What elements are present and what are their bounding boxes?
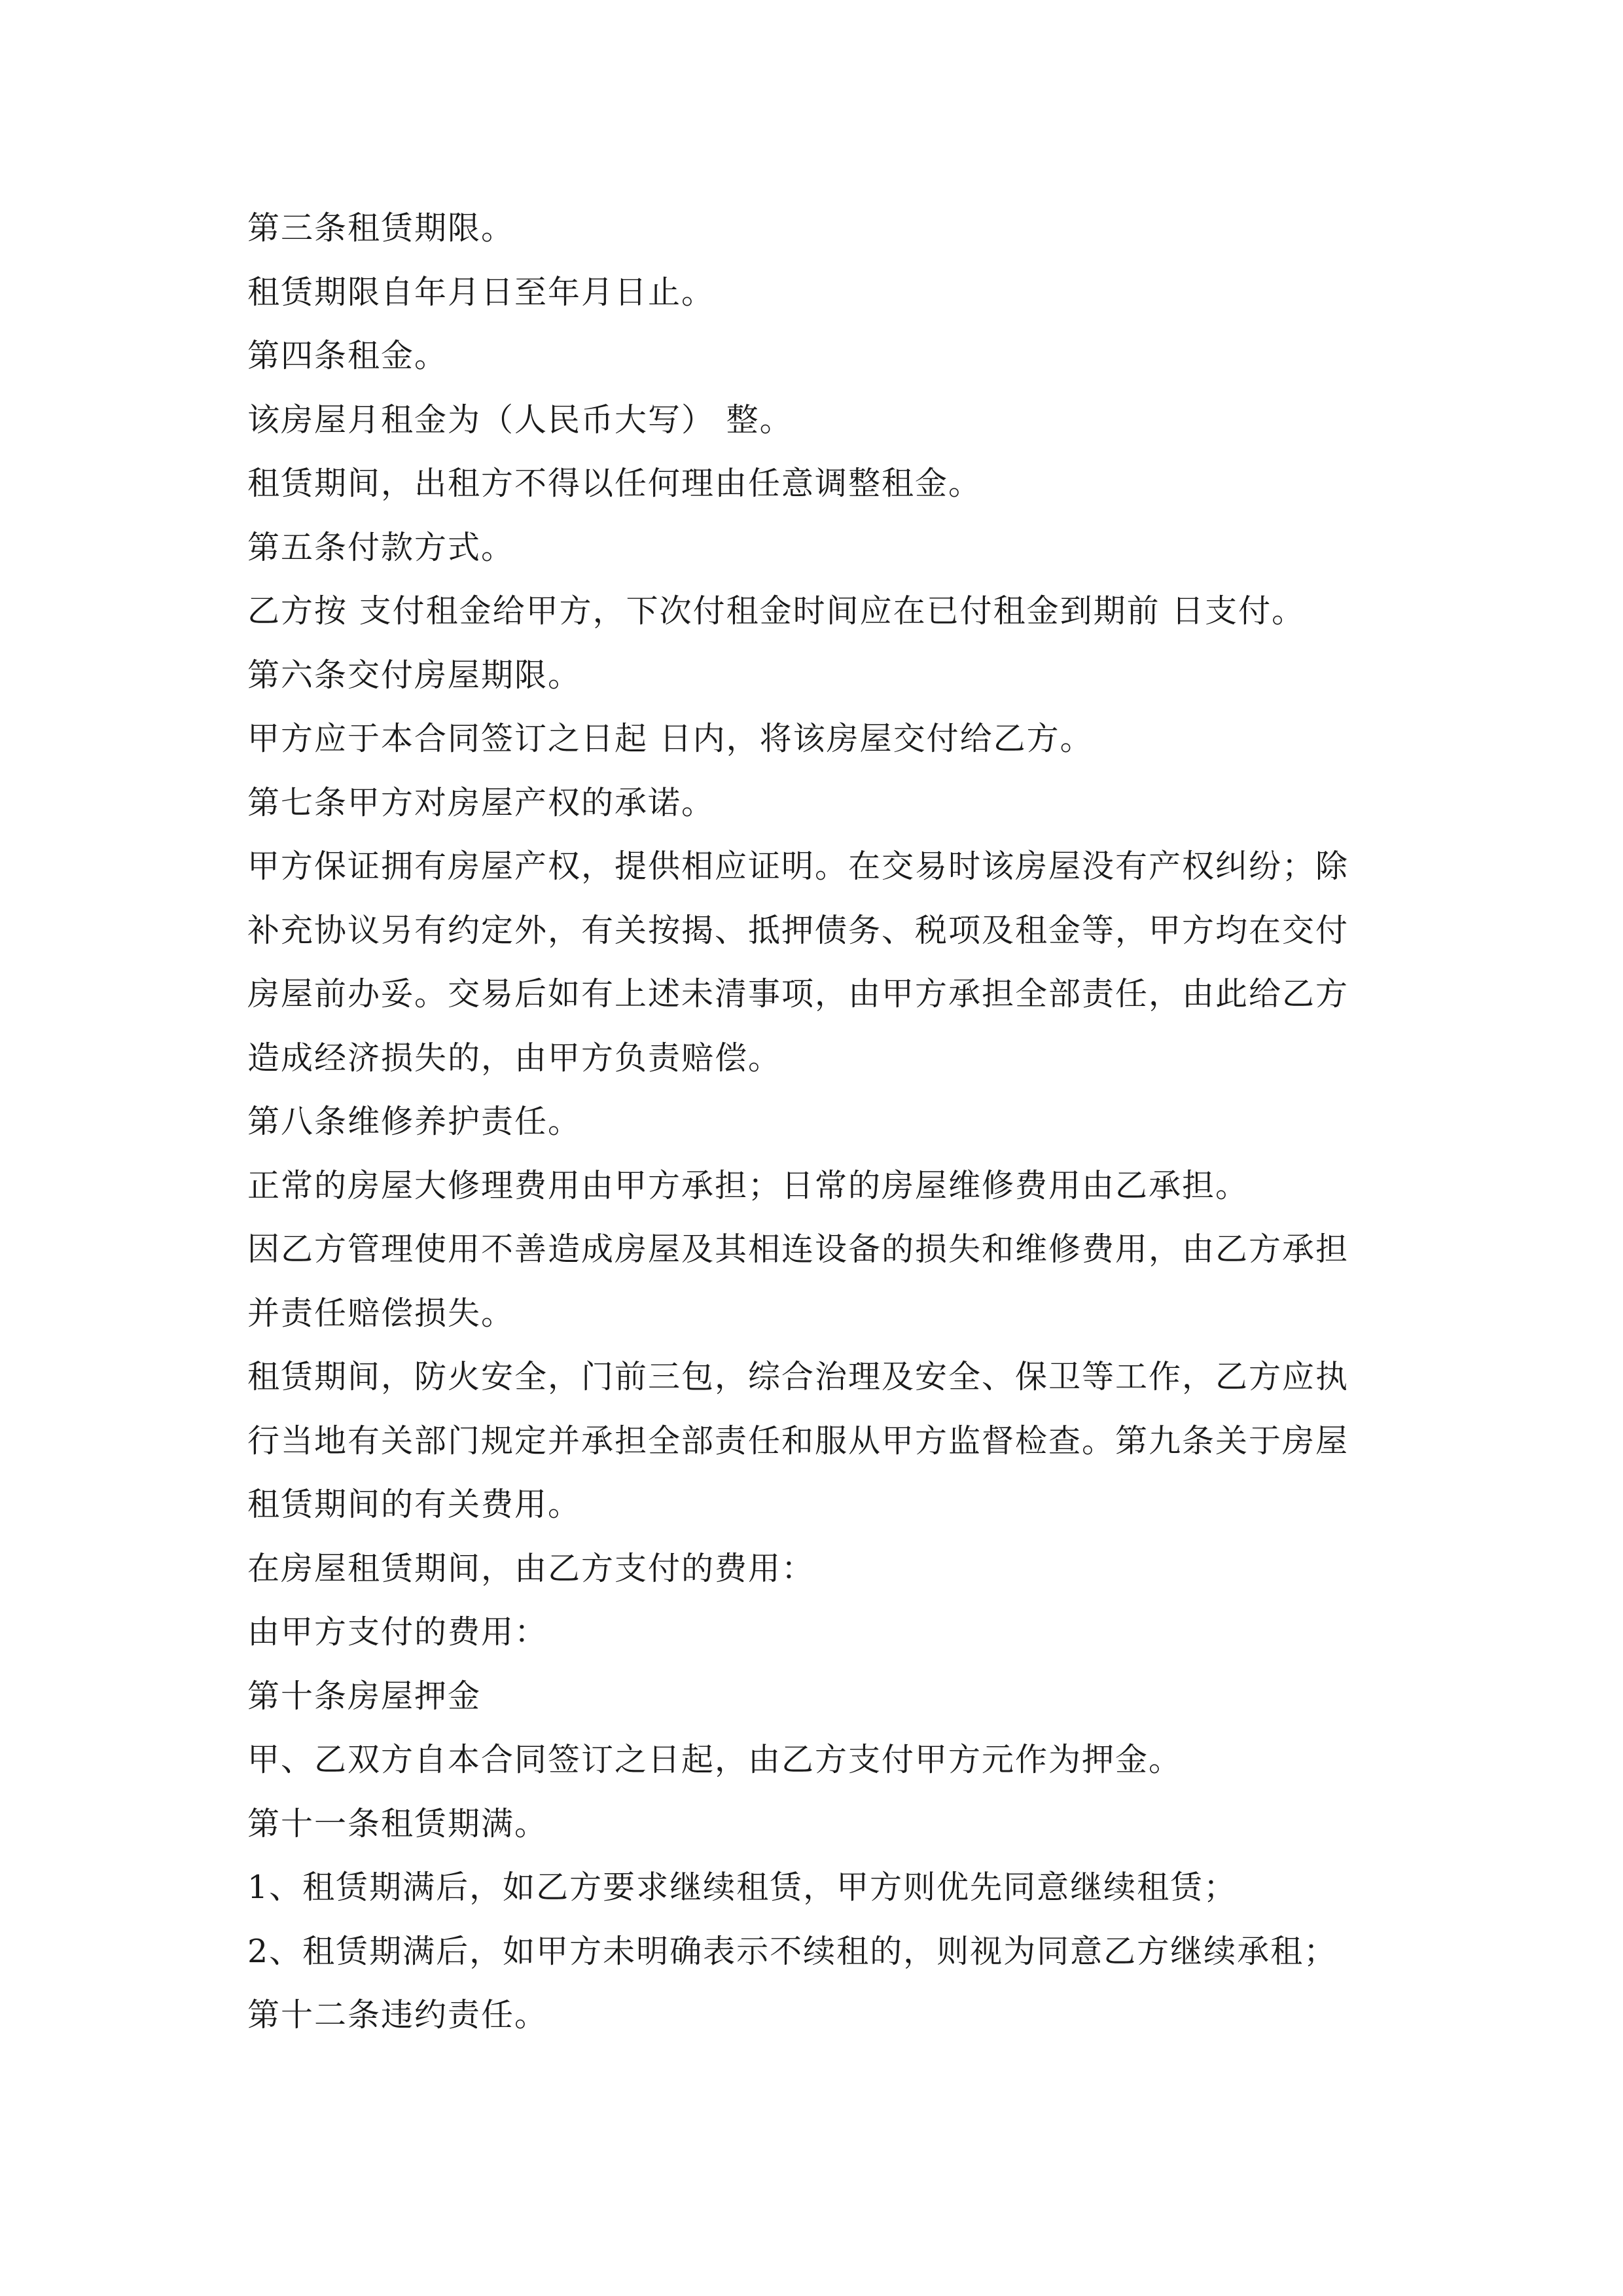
tenant-fees-text: 在房屋租赁期间，由乙方支付的费用： xyxy=(247,1549,815,1587)
clause-heading-6: 第六条交付房屋期限。 xyxy=(247,656,582,694)
lease-term-text: 租赁期限自年月日至年月日止。 xyxy=(247,273,715,311)
clause-heading-12: 第十二条违约责任。 xyxy=(247,1996,548,2034)
clause-heading-5: 第五条付款方式。 xyxy=(247,528,515,566)
clause-heading-3: 第三条租赁期限。 xyxy=(247,209,515,247)
renewal-item-2: 2、租赁期满后，如甲方未明确表示不续租的，则视为同意乙方继续承租； xyxy=(247,1932,1338,1970)
clause-heading-10: 第十条房屋押金 xyxy=(247,1677,482,1715)
property-rights-text: 甲方保证拥有房屋产权，提供相应证明。在交易时该房屋没有产权纠纷；除补充协议另有约定外，有关按揭、抵押债务、税项及租金等，甲方均在交付房屋前办妥。交易后如有上述未清事项，由甲方承担全部责任，由此给乙方造成经济损失的，由甲方负责赔偿。 xyxy=(247,848,1349,1077)
deposit-text: 甲、乙双方自本合同签订之日起，由乙方支付甲方元作为押金。 xyxy=(247,1741,1183,1778)
clause-heading-8: 第八条维修养护责任。 xyxy=(247,1103,582,1140)
rent-adjustment-text: 租赁期间，出租方不得以任何理由任意调整租金。 xyxy=(247,465,982,502)
delivery-period-text: 甲方应于本合同签订之日起 日内，将该房屋交付给乙方。 xyxy=(247,720,1094,757)
landlord-fees-text: 由甲方支付的费用： xyxy=(247,1613,548,1651)
contract-body xyxy=(247,196,1376,2047)
renewal-item-1: 1、租赁期满后，如乙方要求继续租赁，甲方则优先同意继续租赁； xyxy=(247,1869,1238,1906)
safety-duties-text: 租赁期间，防火安全，门前三包，综合治理及安全、保卫等工作，乙方应执行当地有关部门规定并承担全部责任和服从甲方监督检查。第九条关于房屋租赁期间的有关费用。 xyxy=(247,1358,1349,1523)
monthly-rent-text: 该房屋月租金为（人民币大写） 整。 xyxy=(247,401,793,439)
repair-cost-text: 正常的房屋大修理费用由甲方承担；日常的房屋维修费用由乙承担。 xyxy=(247,1166,1249,1204)
payment-method-text: 乙方按 支付租金给甲方，下次付租金时间应在已付租金到期前 日支付。 xyxy=(247,592,1306,630)
clause-heading-7: 第七条甲方对房屋产权的承诺。 xyxy=(247,783,715,821)
clause-heading-11: 第十一条租赁期满。 xyxy=(247,1804,548,1842)
damage-liability-text: 因乙方管理使用不善造成房屋及其相连设备的损失和维修费用，由乙方承担并责任赔偿损失。 xyxy=(247,1230,1349,1332)
clause-heading-4: 第四条租金。 xyxy=(247,337,448,374)
